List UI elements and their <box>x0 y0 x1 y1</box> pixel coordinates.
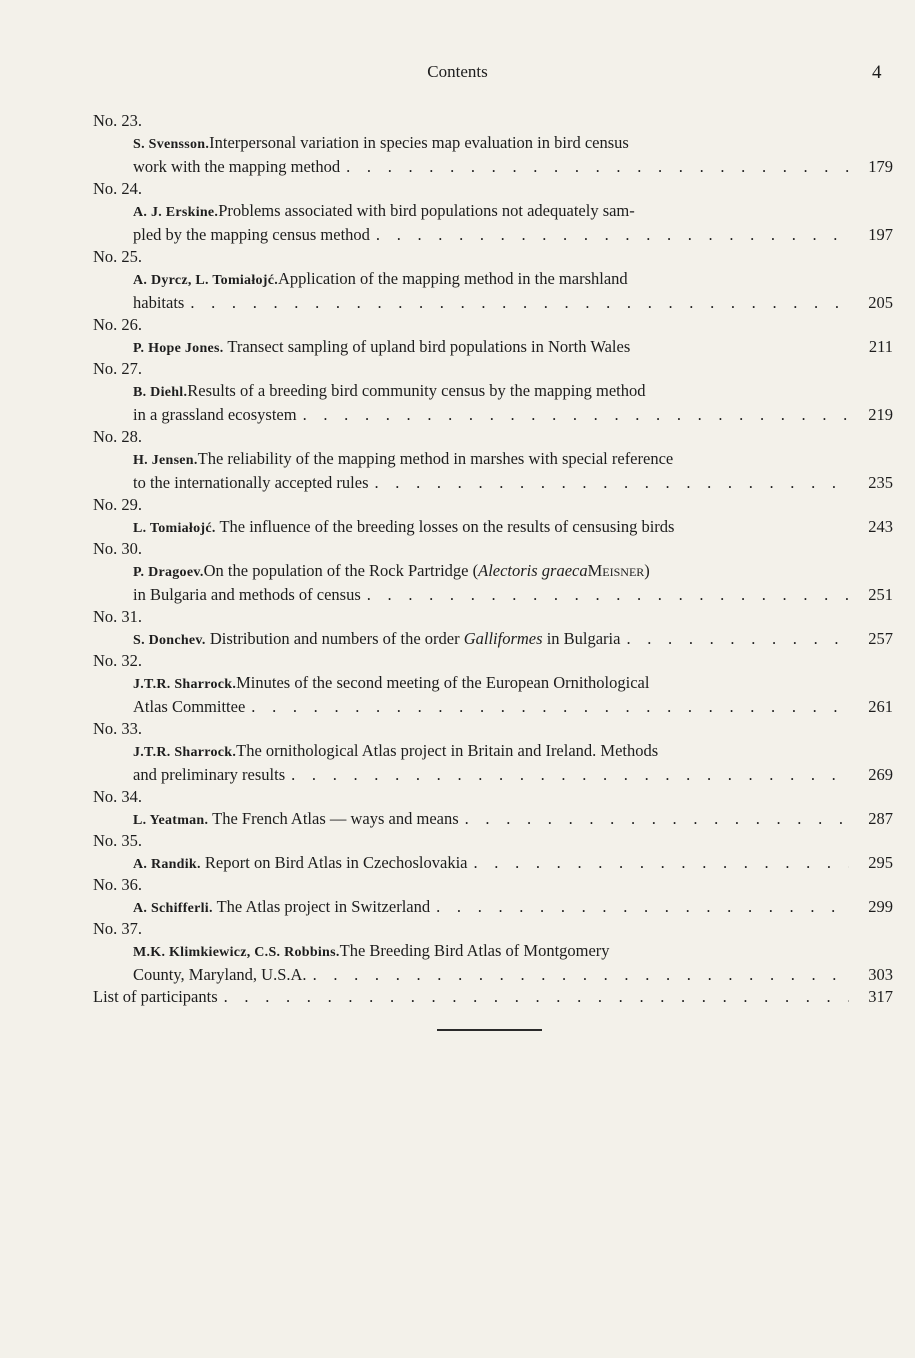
entry-author: H. Jensen. <box>133 453 198 468</box>
entry-author: A. Dyrcz, L. Tomiałojć. <box>133 273 279 288</box>
entry-page: 219 <box>868 405 893 424</box>
entry-title: The Atlas project in Switzerland <box>216 897 431 916</box>
entry-title: Transect sampling of upland bird populations in North Wales <box>227 337 631 356</box>
entry-number: No. 28. <box>93 427 143 446</box>
entry-number: No. 32. <box>93 651 143 670</box>
entry-number: No. 29. <box>93 495 143 514</box>
entry-title-cont: in a grassland ecosystem <box>133 405 297 424</box>
entry-page: 317 <box>868 987 893 1006</box>
entry-title-cont: to the internationally accepted rules <box>133 473 369 492</box>
entry-title: Results of a breeding bird community census by the mapping method <box>187 381 646 400</box>
entry-number: No. 31. <box>93 607 143 626</box>
entry-number: No. 24. <box>93 179 143 198</box>
toc-entry[interactable] <box>93 808 893 830</box>
entry-title-cont: and preliminary results <box>133 765 286 784</box>
entry-page: 235 <box>868 473 893 492</box>
leader-dots <box>303 404 849 426</box>
leader-dots <box>375 472 850 494</box>
entry-title: Application of the mapping method in the marshland <box>278 269 628 288</box>
order-name: Galliformes <box>463 629 543 648</box>
species-name: Alectoris graeca <box>478 561 588 580</box>
toc-entry[interactable] <box>93 560 893 606</box>
entry-title-cont: habitats <box>133 293 185 312</box>
entry-number: No. 23. <box>93 111 143 130</box>
entry-author: L. Yeatman. <box>133 813 209 828</box>
entry-title: The ornithological Atlas project in Britain and Ireland. Methods <box>236 741 659 760</box>
toc-entry[interactable] <box>93 448 893 494</box>
entry-title-cont: work with the mapping method <box>133 157 341 176</box>
entry-page: 179 <box>868 157 893 176</box>
entry-page: 299 <box>868 897 893 916</box>
entry-author: L. Tomiałojć. <box>133 521 216 536</box>
entry-number: No. 33. <box>93 719 143 738</box>
entry-number: No. 36. <box>93 875 143 894</box>
entry-page: 251 <box>868 585 893 604</box>
entry-title-end: in Bulgaria <box>542 629 621 648</box>
entry-author: S. Svensson. <box>133 137 210 152</box>
toc-entry[interactable] <box>93 336 893 358</box>
entry-title: The influence of the breeding losses on the results of censusing birds <box>219 517 675 536</box>
entry-number: No. 30. <box>93 539 143 558</box>
entry-title: The Breeding Bird Atlas of Montgomery <box>339 941 610 960</box>
entry-author: J.T.R. Sharrock. <box>133 677 237 692</box>
toc-entry[interactable] <box>93 380 893 426</box>
entry-number: No. 26. <box>93 315 143 334</box>
entry-page: 303 <box>868 965 893 984</box>
entry-title: Interpersonal variation in species map evaluation in bird census <box>209 133 629 152</box>
leader-dots <box>465 808 849 830</box>
entry-page: 205 <box>868 293 893 312</box>
entry-page: 261 <box>868 697 893 716</box>
entry-page: 257 <box>868 629 893 648</box>
toc-entry[interactable] <box>93 132 893 178</box>
entry-page: 243 <box>868 517 893 536</box>
entry-author: J.T.R. Sharrock. <box>133 745 237 760</box>
entry-page: 211 <box>868 337 893 356</box>
leader-dots <box>346 156 849 178</box>
leader-dots <box>376 224 849 246</box>
entry-number: No. 27. <box>93 359 143 378</box>
leader-dots <box>436 896 849 918</box>
entry-page: 197 <box>868 225 893 244</box>
entry-title: Minutes of the second meeting of the European Ornithological <box>236 673 650 692</box>
entry-title: The French Atlas — ways and means <box>212 809 459 828</box>
leader-dots <box>251 696 849 718</box>
toc-entry[interactable] <box>93 740 893 786</box>
leader-dots <box>291 764 849 786</box>
toc-entry[interactable] <box>93 852 893 874</box>
entry-page: 269 <box>868 765 893 784</box>
entry-author: A. Schifferli. <box>133 901 213 916</box>
entry-author: M.K. Klimkiewicz, C.S. Robbins. <box>133 945 340 960</box>
page-header <box>0 62 915 86</box>
section-divider <box>437 1029 542 1031</box>
leader-dots <box>367 584 849 606</box>
leader-dots <box>190 292 849 314</box>
leader-dots <box>313 964 849 986</box>
entry-title: Distribution and numbers of the order <box>209 629 464 648</box>
species-authority: Meisner <box>587 561 645 580</box>
entry-author: P. Hope Jones. <box>133 341 224 356</box>
participants-label: List of participants <box>93 987 218 1006</box>
entry-title: The reliability of the mapping method in marshes with special reference <box>197 449 674 468</box>
table-of-contents <box>93 110 893 1008</box>
entry-title-end: ) <box>644 561 650 580</box>
entry-title-cont: County, Maryland, U.S.A. <box>133 965 307 984</box>
toc-entry[interactable] <box>93 940 893 986</box>
entry-title-cont: pled by the mapping census method <box>133 225 370 244</box>
entry-number: No. 34. <box>93 787 143 806</box>
leader-dots <box>626 628 849 650</box>
leader-dots <box>224 986 849 1008</box>
page-number: 4 <box>872 62 882 83</box>
entry-number: No. 25. <box>93 247 143 266</box>
entry-title: On the population of the Rock Partridge ( <box>203 561 479 580</box>
entry-page: 295 <box>868 853 893 872</box>
entry-author: A. Randik. <box>133 857 201 872</box>
entry-title-cont: Atlas Committee <box>133 697 246 716</box>
entry-page: 287 <box>868 809 893 828</box>
page-title: Contents <box>427 62 488 81</box>
toc-entry[interactable] <box>93 516 893 538</box>
toc-entry[interactable] <box>93 896 893 918</box>
toc-entry[interactable] <box>93 200 893 246</box>
toc-entry-participants[interactable] <box>93 986 893 1008</box>
entry-number: No. 37. <box>93 919 143 938</box>
entry-author: A. J. Erskine. <box>133 205 219 220</box>
entry-author: S. Donchev. <box>133 633 206 648</box>
entry-author: B. Diehl. <box>133 385 188 400</box>
entry-title: Problems associated with bird populations not adequately sam- <box>218 201 635 220</box>
toc-entry[interactable] <box>93 672 893 718</box>
entry-author: P. Dragoev. <box>133 565 204 580</box>
entry-title: Report on Bird Atlas in Czechoslovakia <box>204 853 468 872</box>
leader-dots <box>474 852 850 874</box>
toc-entry[interactable] <box>93 268 893 314</box>
entry-number: No. 35. <box>93 831 143 850</box>
entry-title-cont: in Bulgaria and methods of census <box>133 585 361 604</box>
toc-entry[interactable] <box>93 628 893 650</box>
